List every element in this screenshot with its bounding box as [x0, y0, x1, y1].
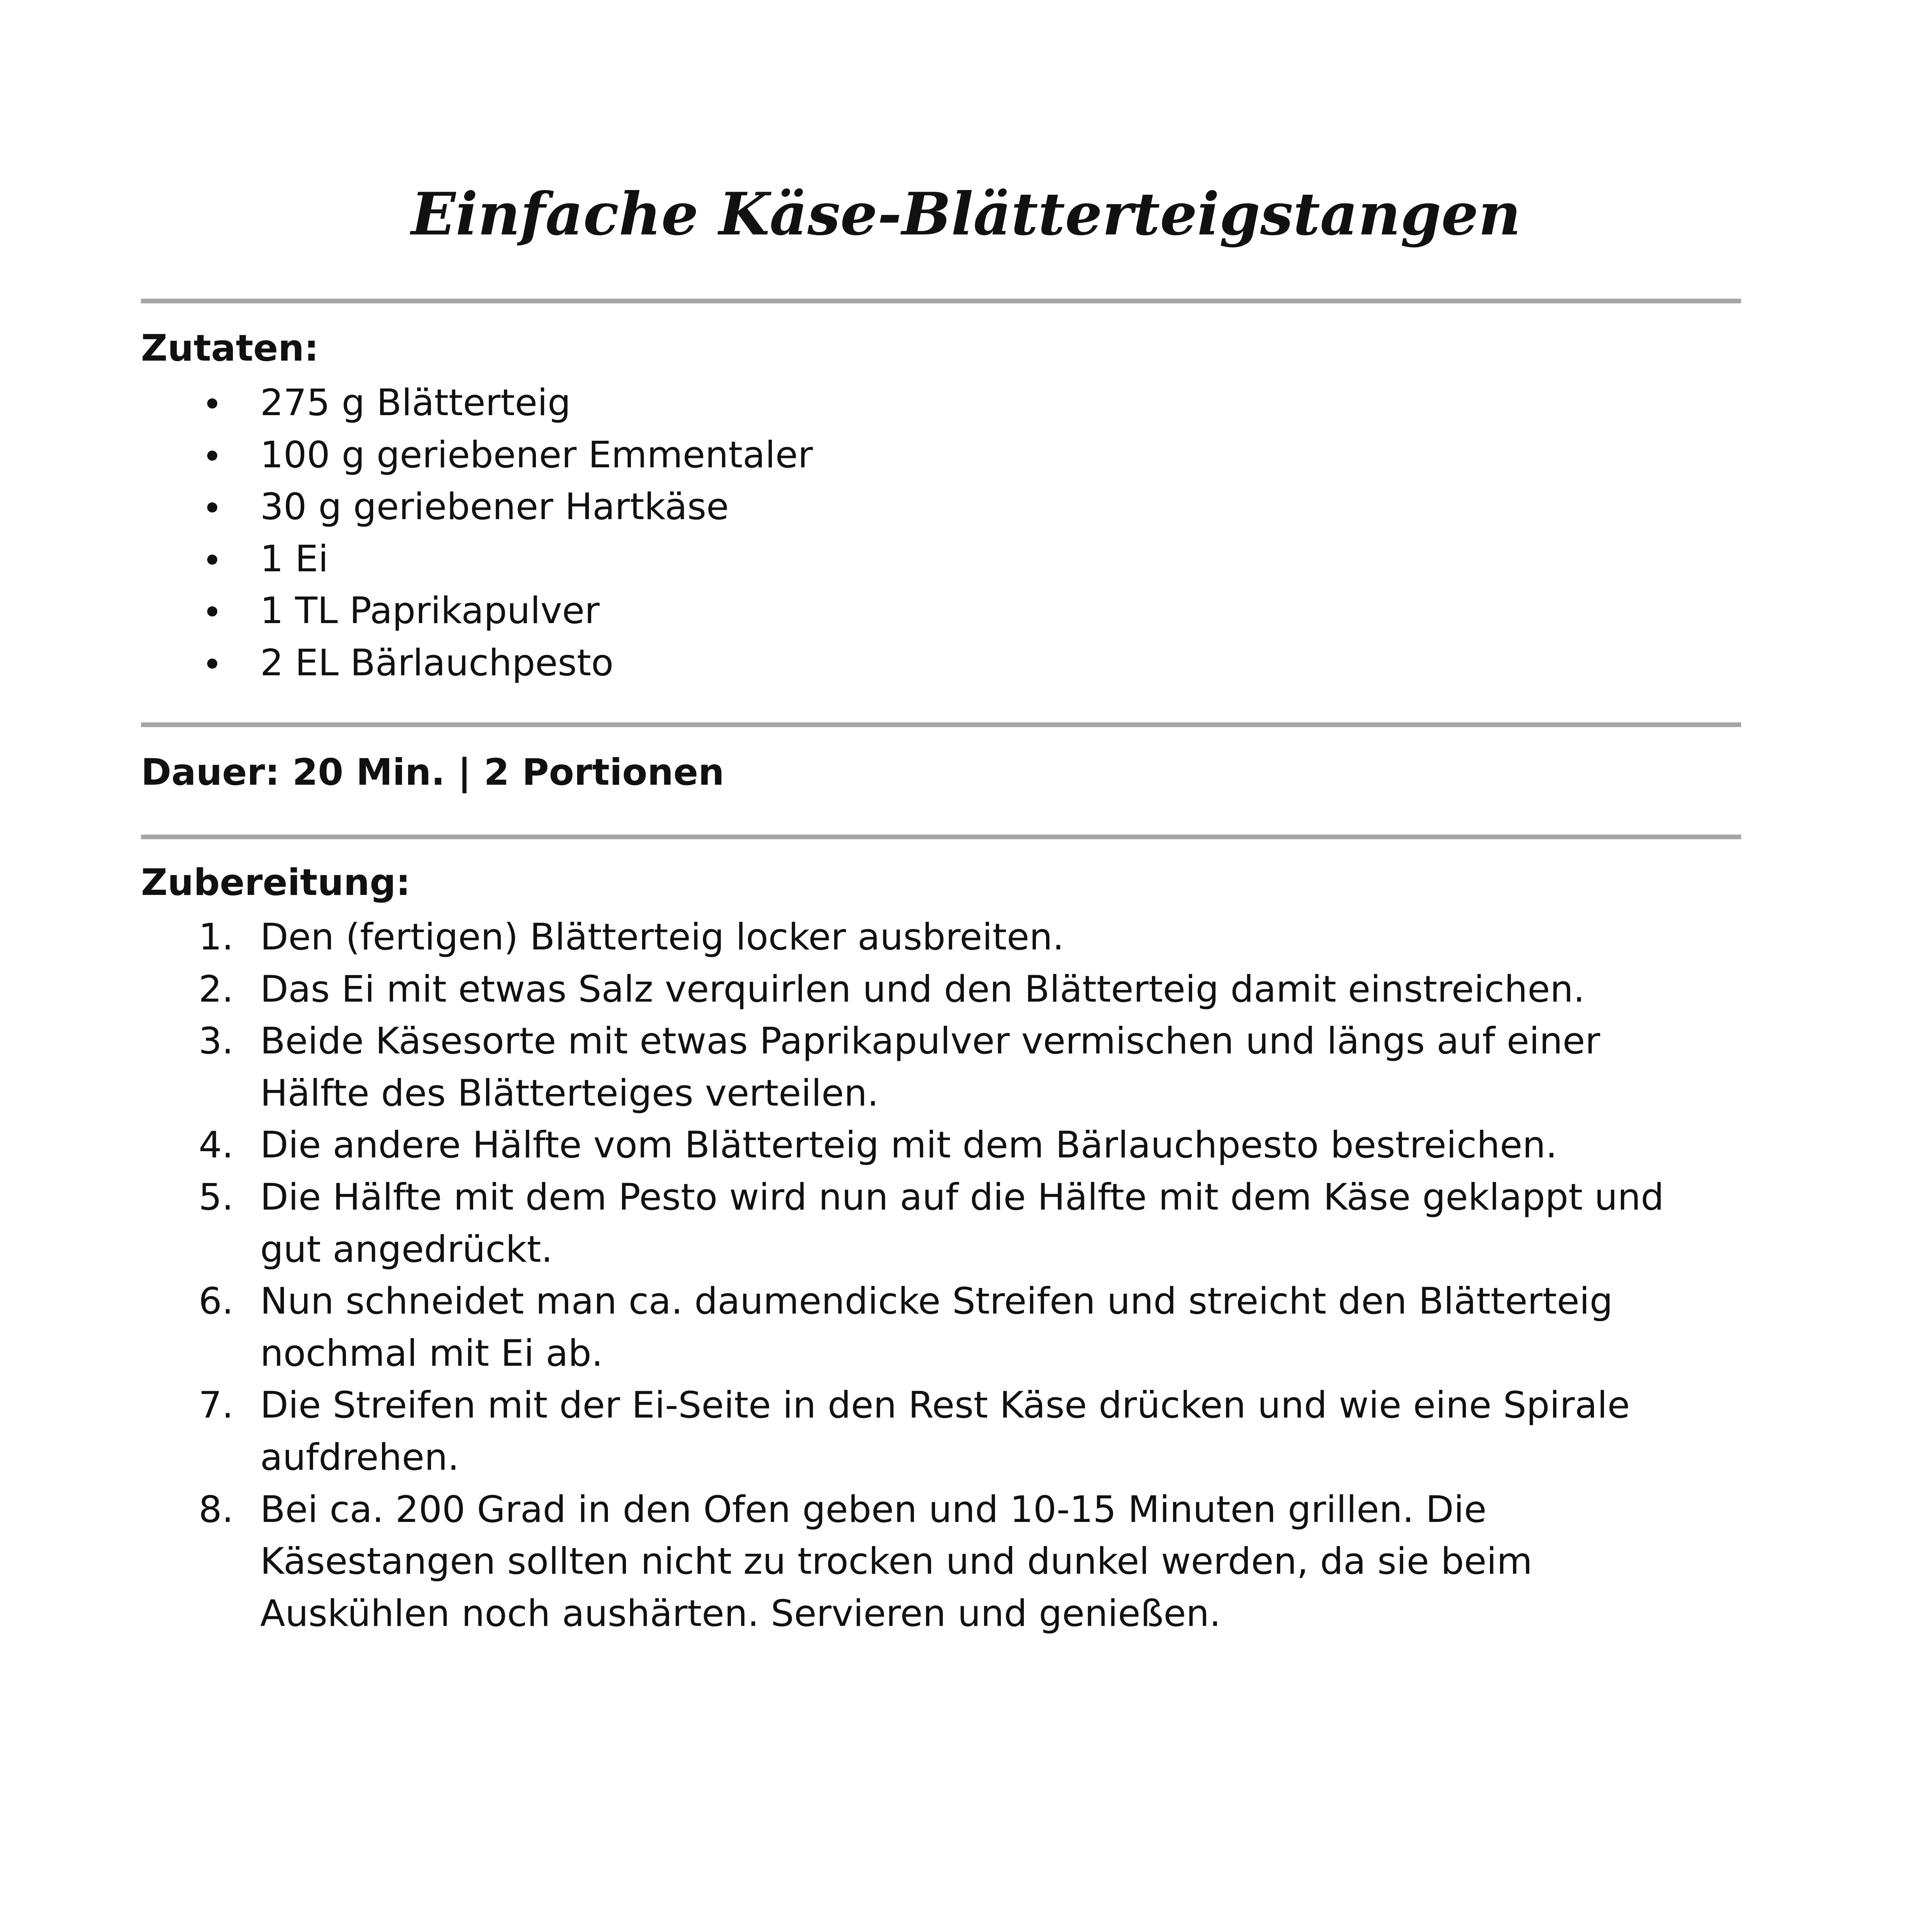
- step-item: [0, 1171, 1932, 1275]
- step-text: [260, 1015, 1744, 1119]
- step-line: Die Streifen mit der Ei-Seite in den Rest Käse drücken und wie eine Spirale: [260, 1384, 1630, 1427]
- ingredient-text: 100 g geriebener Emmentaler: [260, 433, 813, 476]
- ingredient-item: [0, 429, 1932, 481]
- ingredient-text: 30 g geriebener Hartkäse: [260, 486, 729, 528]
- step-text: [260, 1484, 1744, 1640]
- bullet-icon: [207, 555, 217, 565]
- step-item: [0, 1379, 1932, 1483]
- bullet-icon: [207, 398, 217, 409]
- bullet-icon: [207, 659, 217, 669]
- step-item: [0, 1015, 1932, 1119]
- step-text: [260, 1171, 1744, 1275]
- step-line: Hälfte des Blätterteiges verteilen.: [260, 1072, 879, 1115]
- step-number: 8.: [199, 1488, 234, 1531]
- ingredients-heading: Zutaten:: [141, 327, 319, 370]
- ingredient-text: 1 Ei: [260, 537, 329, 580]
- step-line: Den (fertigen) Blätterteig locker ausbreiten.: [260, 916, 1064, 958]
- step-item: [0, 1275, 1932, 1379]
- step-number: 4.: [199, 1124, 234, 1167]
- ingredient-item: [0, 533, 1932, 585]
- step-line: aufdrehen.: [260, 1436, 460, 1479]
- step-line: nochmal mit Ei ab.: [260, 1332, 603, 1375]
- step-line: Käsestangen sollten nicht zu trocken und dunkel werden, da sie beim: [260, 1540, 1532, 1583]
- step-line: Beide Käsesorte mit etwas Paprikapulver vermischen und längs auf einer: [260, 1020, 1600, 1063]
- ingredient-text: 2 EL Bärlauchpesto: [260, 641, 614, 684]
- step-line: Die Hälfte mit dem Pesto wird nun auf die Hälfte mit dem Käse geklappt und: [260, 1176, 1664, 1219]
- step-number: 1.: [199, 916, 234, 958]
- step-text: [260, 1119, 1744, 1171]
- step-number: 6.: [199, 1280, 234, 1323]
- step-text: [260, 1275, 1744, 1379]
- divider-middle: [141, 722, 1741, 727]
- step-line: Das Ei mit etwas Salz verquirlen und den Blätterteig damit einstreichen.: [260, 968, 1585, 1011]
- step-line: Nun schneidet man ca. daumendicke Streifen und streicht den Blätterteig: [260, 1280, 1613, 1323]
- step-item: [0, 1119, 1932, 1171]
- ingredient-item: [0, 481, 1932, 533]
- step-number: 3.: [199, 1020, 234, 1063]
- bullet-icon: [207, 606, 217, 616]
- ingredient-text: 1 TL Paprikapulver: [260, 590, 600, 632]
- divider-top: [141, 299, 1741, 303]
- ingredients-list: [0, 377, 1932, 689]
- step-number: 7.: [199, 1384, 234, 1427]
- step-line: Bei ca. 200 Grad in den Ofen geben und 10-15 Minuten grillen. Die: [260, 1488, 1487, 1531]
- ingredient-item: [0, 377, 1932, 429]
- ingredient-item: [0, 585, 1932, 637]
- step-line: Auskühlen noch aushärten. Servieren und genießen.: [260, 1592, 1221, 1635]
- ingredient-item: [0, 637, 1932, 689]
- step-number: 2.: [199, 968, 234, 1011]
- step-text: [260, 911, 1744, 963]
- step-item: [0, 911, 1932, 963]
- preparation-heading: Zubereitung:: [141, 861, 411, 904]
- step-item: [0, 963, 1932, 1016]
- step-text: [260, 1379, 1744, 1483]
- divider-bottom: [141, 835, 1741, 839]
- step-line: Die andere Hälfte vom Blätterteig mit dem Bärlauchpesto bestreichen.: [260, 1124, 1557, 1167]
- step-text: [260, 963, 1744, 1016]
- recipe-title: Einfache Käse-Blätterteigstangen: [411, 180, 1521, 248]
- bullet-icon: [207, 451, 217, 461]
- ingredient-text: 275 g Blätterteig: [260, 382, 571, 424]
- step-line: gut angedrückt.: [260, 1228, 553, 1271]
- bullet-icon: [207, 502, 217, 512]
- preparation-steps: [0, 911, 1932, 1640]
- step-item: [0, 1484, 1932, 1640]
- step-number: 5.: [199, 1176, 234, 1219]
- duration-servings: Dauer: 20 Min. | 2 Portionen: [141, 751, 724, 794]
